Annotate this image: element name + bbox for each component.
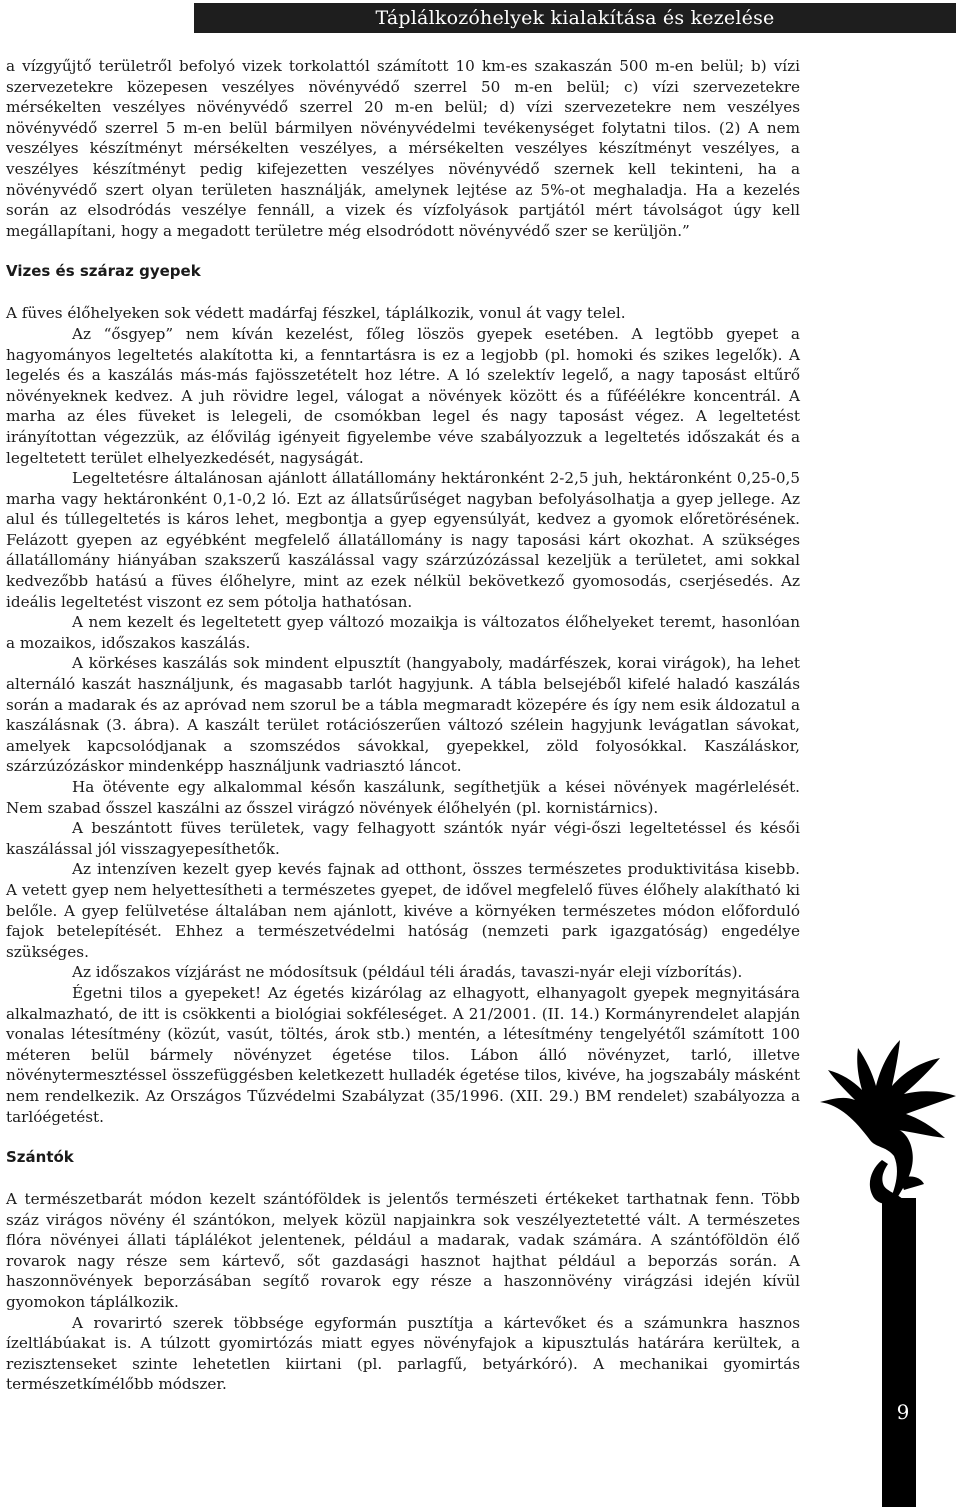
- spacer: [6, 1167, 800, 1189]
- page-header-title: Táplálkozóhelyek kialakítása és kezelése: [375, 7, 775, 29]
- paragraph: Az időszakos vízjárást ne módosítsuk (például téli áradás, tavaszi-nyár eleji vízborítás).: [72, 963, 743, 982]
- paragraph: Az “ősgyep” nem kíván kezelést, főleg löszös gyepek esetében. A legtöbb gyepet a hagyományos legeltetés alakította ki, a fenntartásra is ez a legjobb (pl. homoki és szikes legelők). A legelés és a kaszálás más-más fajösszetételt hoz létre. A ló szelektív legelő, a nagy taposást eltűrő növényeknek kedvez. A juh rövidre legel, válogat a növények között és a fűféélékre koncentrál. A marha az éles füveket is lelegeli, de csomókban legel és nagy taposást végez. A legeltetést irányítottan végezzük, az élővilág igényeit figyelembe véve szabályozzuk a legeltetés időszakát és a legeltetett terület elhelyezkedését, nagyságát.: [6, 324, 800, 467]
- paragraph: A füves élőhelyeken sok védett madárfaj fészkel, táplálkozik, vonul át vagy telel.: [6, 304, 626, 323]
- paragraph: A körkéses kaszálás sok mindent elpusztít (hangyaboly, madárfészek, korai virágok), ha lehet alternáló kaszát használjunk, és magasabb tarlót hagyjunk. A tábla belsejéből kifelé haladó kaszálás során a madarak és az apróvad nem szorul be a tábla megmaradt közepére és így nem esik áldozatul a kaszálásnak (3. ábra). A kaszált terület rotációszerűen változó szélein hagyjunk levágatlan sávokat, amelyek kapcsolódjanak a szomszédos sávokkal, gyepekkel, zöld folyosókkal. Kaszáláskor, szárzúzózáskor mindenképp használjunk vadriasztó láncot.: [6, 654, 800, 776]
- section-heading-grassland: Vizes és száraz gyepek: [6, 262, 201, 281]
- spacer: [6, 281, 800, 303]
- section-heading-fields: Szántók: [6, 1148, 74, 1167]
- bird-silhouette-icon: [800, 1010, 960, 1507]
- paragraph: A nem kezelt és legeltetett gyep változó mozaikja is változatos élőhelyeket teremt, hasonlóan a mozaikos, időszakos kaszálás.: [6, 613, 800, 652]
- head-shape: [900, 1177, 924, 1190]
- paragraph: A természetbarát módon kezelt szántóföldek is jelentős természeti értékeket tarthatnak fenn. Több száz virágos növény él szántókon, melyek közül napjainkra sok veszélyeztetetté vált. A természetes flóra növényei állati táplálékot jelentenek, például a madarak, vadak számára. A szántóföldön élő rovarok nagy része sem kártevő, sőt gazdasági hasznot hajthat például a beporzás során. A haszonnövények beporzásában segítő rovarok egy része a haszonnövény virágzási idején kívül gyomokon táplálkozik.: [6, 1190, 800, 1312]
- paragraph: Az intenzíven kezelt gyep kevés fajnak ad otthont, összes természetes produktivitása kisebb. A vetett gyep nem helyettesítheti a természetes gyepet, de idővel megfelelő füves élőhely alakítható ki belőle. A gyep felülvetése általában nem ajánlott, kivéve a környéken természetes módon előforduló fajok betelepítését. Ehhez a természetvédelmi hatóság (nemzeti park igazgatóság) engedélye szükséges.: [6, 860, 800, 961]
- spacer: [6, 241, 800, 261]
- intro-paragraph: a vízgyűjtő területről befolyó vizek torkolattól számított 10 km-es szakaszán 500 m-en belül; b) vízi szervezetekre közepesen veszélyes növényvédő szerrel 50 m-en belül; c) vízi szervezetekre mérsékelten veszélyes növényvédő szerrel 20 m-en belül; d) vízi szervezetekre nem veszélyes növényvédő szerrel 5 m-en belül bármilyen növényvédelmi tevékenységet folytatni tilos. (2) A nem veszélyes készítményt mérsékelten veszélyes, a mérsékelten veszélyes készítményt veszélyes, a veszélyes készítményt pedig kifejezetten veszélyes növényvédő szernek kell tekinteni, ha a növényvédő szert olyan területen használják, amelynek lejtése az 5%-ot meghaladja. Ha a kezelés során az elsodródás veszélye fennáll, a vizek és vízfolyások partjától mért távolságot úgy kell megállapítani, hogy a megadott területre még elsodródott növényvédő szer se kerüljön.”: [6, 57, 800, 240]
- paragraph: A rovarirtó szerek többsége egyformán pusztítja a kártevőket és a számunkra hasznos ízeltlábúakat is. A túlzott gyomirtózás miatt egyes növényfajok a kipusztulás határára kerültek, a rezisztenseket szinte lehetetlen kiirtani (pl. parlagfű, betyárkóró). A mechanikai gyomirtás természetkímélőbb módszer.: [6, 1313, 800, 1394]
- page-number: 9: [896, 1400, 910, 1424]
- page-header-bar: [194, 3, 956, 33]
- paragraph: Égetni tilos a gyepeket! Az égetés kizárólag az elhagyott, elhanyagolt gyepek megnyitására alkalmazható, de itt is csökkenti a biológiai sokféleséget. A 21/2001. (II. 14.) Kormányrendelet alapján vonalas létesítmény (közút, vasút, töltés, árok stb.) mentén, a létesítmény tengelyétől számított 100 méteren belül bármely növényzet égetése tilos. Lábon álló növényzet, tarló, illetve növénytermesztéssel összefüggésben keletkezett hulladék égetése tilos, kivéve, ha jogszabály másként nem rendelkezik. Az Országos Tűzvédelmi Szabályzat (35/1996. (XII. 29.) BM rendelet) szabályozza a tarlóégetést.: [6, 983, 800, 1126]
- paragraph: Legeltetésre általánosan ajánlott állatállomány hektáronként 2-2,5 juh, hektáronként 0,25-0,5 marha vagy hektáronként 0,1-0,2 ló. Ezt az állatsűrűséget nagyban befolyásolhatja a gyep jellege. Az alul és túllegeltetés is káros lehet, megbontja a gyep egyensúlyát, kedvez a gyomok előretörésének. Felázott gyepen az egyébként megfelelő állatállomány is nagy taposási kárt okozhat. A szükséges állatállomány hiányában szakszerű kaszálással vagy szárzúzózással kezeljük a területet, ami sokkal kedvezőbb hatású a füves élőhelyre, mint az ezek nélkül bekövetkező gyomosodás, cserjésedés. Az ideális legeltetést viszont ez sem pótolja hathatósan.: [6, 469, 800, 611]
- wing-shape: [820, 1040, 956, 1140]
- paragraph: Ha ötévente egy alkalommal későn kaszálunk, segíthetjük a kései növények magérlelését. Nem szabad ősszel kaszálni az ősszel virágzó növények élőhelyén (pl. kornistárnics).: [6, 778, 800, 817]
- post-shape: [882, 1198, 916, 1507]
- paragraph: A beszántott füves területek, vagy felhagyott szántók nyár végi-őszi legeltetéssel és késői kaszálással jól visszagyepesíthetők.: [6, 819, 800, 858]
- spacer: [6, 1127, 800, 1147]
- article-body: [6, 56, 800, 1395]
